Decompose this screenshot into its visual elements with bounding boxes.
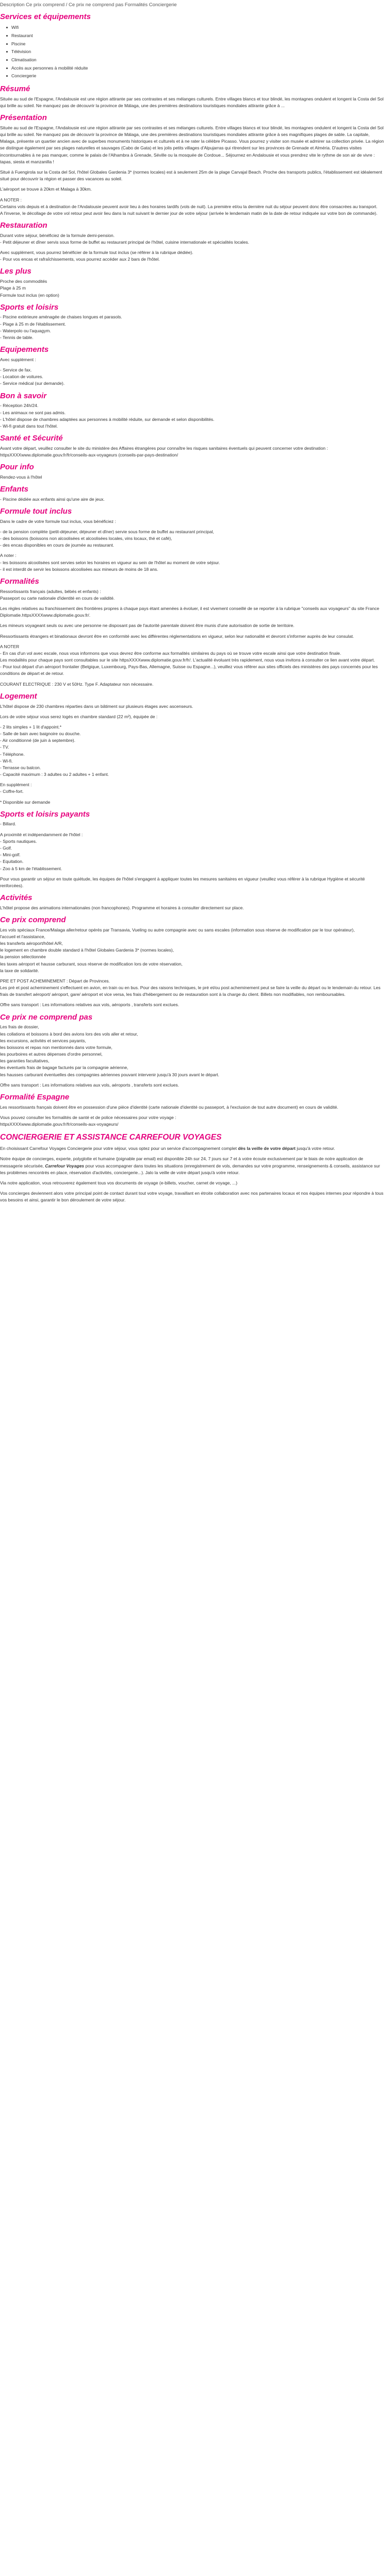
concierge-emphasis: dès la veille de votre départ xyxy=(238,1146,296,1151)
section-title: Résumé xyxy=(0,84,30,94)
concierge-text: jusqu'à votre retour. xyxy=(295,1146,335,1151)
page xyxy=(0,0,391,1204)
section-paragraph: * Disponible sur demande xyxy=(0,799,51,805)
section-paragraph: Ressortissants étrangers et binationaux devront être en conformité avec les différentes réglementations en vigueur, selon leur nationalité et devront s'informer auprès de leur consulat. xyxy=(0,633,354,639)
section-title: Ce prix comprend xyxy=(0,915,66,924)
service-item: Conciergerie xyxy=(11,72,386,80)
section-paragraph: PRE ET POST ACHEMINEMENT : Départ de Provinces. Les pré et post acheminement s'effectuent en avion, en train ou en bus. Pour des raisons techniques, le pré et/ou post acheminement peut se faire la veille du départ ou le lendemain du retour. Les frais de transfert aéroport/ aéroport, gare/ aéroport et vice versa, les frais d'hébergement ou de restauration sont à la charge du client. Billets non modifiables, non remboursables. xyxy=(0,978,381,997)
section-title: Pour info xyxy=(0,463,34,472)
services-list xyxy=(0,24,386,80)
section-title: Formalité Espagne xyxy=(0,1092,70,1101)
section-title: Sports et loisirs payants xyxy=(0,809,90,819)
concierge-paragraph: Via notre application, vous retrouverez également tous vos documents de voyage (e-billets, voucher, carnet de voyage, ...) xyxy=(0,1180,238,1185)
section-title: Logement xyxy=(0,691,37,701)
section-paragraph: - Billard. xyxy=(0,821,17,827)
concierge-paragraph: Vos concierges deviennent alors votre principal point de contact durant tout votre voyage, travaillant en étroite collaboration avec nos partenaires locaux et nos équipes internes pour répondre à tous vos besoins et ainsi, garantir le bon déroulement de votre séjour. xyxy=(0,1191,384,1203)
section-paragraph: Les frais de dossier, les collations et boissons à bord des avions lors des vols aller et retour, les excursions, activités et services payants, les boissons et repas non mentionnés dans votre formule, les pourboires et autres dépenses d'ordre personnel, les garanties facultatives, les éventuels frais de bagage facturés par la compagnie aérienne, les hausses carburant éventuelles des compagnies aériennes pouvant intervenir jusqu'à 30 jours avant le départ. xyxy=(0,1024,219,1077)
section-paragraph: Située au sud de l'Espagne, l'Andalousie est une région attirante par ses contrastes et ses mélanges culturels. Entre villages blancs et tour blindé, les montagnes ondulent et longent la Costa del Sol qui brille au soleil. Ne manquez pas de découvrir la province de Málaga, une des premières destinations touristiques mondiales attirante grâce à ... xyxy=(0,96,384,109)
section-paragraph: Avec supplément, vous pourrez bénéficier de la formule tout inclus (se référer à la rubrique dédiée). - Pour vos encas et rafraîchissements, vous pourrez accéder aux 2 bars de l'hôtel. xyxy=(0,250,193,262)
section-paragraph: Les vols spéciaux France/Malaga aller/retour opérés par Transavia, Vueling ou autre compagnie avec ou sans escales (information sous réserve de modification par le tour opérateur), l'accueil et l'assistance, les transferts aéroport/hôtel A/R, le logement en chambre double standard à l'hôtel Globales Gardenia 3* (normes locales), la pension sélectionnée les taxes aéroport et hausse carburant, sous réserve de modification lors de votre réservation, la taxe de solidarité. xyxy=(0,927,355,973)
section-paragraph: Les ressortissants français doivent être en possession d'une pièce d'identité (carte nationale d'identité ou passeport, à l'exclusion de tout autre document) en cours de validité. xyxy=(0,1104,338,1110)
service-item: Télévision xyxy=(11,48,386,56)
section-title: Activités xyxy=(0,893,32,903)
section-title: Présentation xyxy=(0,113,47,123)
section-paragraph: Les règles relatives au franchissement des frontières propres à chaque pays étant amenées à évoluer, il est vivement conseillé de se reporter à la rubrique "conseils aux voyageurs" du site France Diplomatie.httpsXXXXwww.diplomatie.gouv.fr/. xyxy=(0,606,380,618)
section-paragraph: - 2 lits simples + 1 lit d'appoint.* - Salle de bain avec baignoire ou douche. - Air conditionné (de juin à septembre). - TV. - Téléphone. - Wi-fi. - Terrasse ou balcon. - Capacité maximum : 3 adultes ou 2 adultes + 1 enfant. xyxy=(0,724,109,777)
section-title: Santé et Sécurité xyxy=(0,434,63,443)
section-paragraph: Pour vous garantir un séjour en toute quiétude, les équipes de l'hôtel s'engagent à appliquer toutes les mesures sanitaires en vigueur (veuillez vous référer à la rubrique Hygiène et sécurité renforcées). xyxy=(0,876,365,888)
concierge-paragraph xyxy=(0,1156,386,1176)
section-paragraph: Rendez-vous à l'hôtel xyxy=(0,474,42,480)
section-paragraph: Dans le cadre de votre formule tout inclus, vous bénéficiez : xyxy=(0,518,116,524)
section-paragraph: - de la pension complète (petit-déjeuner, déjeuner et dîner) servie sous forme de buffet au restaurant principal, - des boissons (boissons non alcoolisées et alcoolisées locales, vins locaux, thé et café), - des encas disponibles en cours de journée au restaurant. xyxy=(0,529,214,548)
concierge-title: CONCIERGERIE ET ASSISTANCE CARREFOUR VOYAGES xyxy=(0,1133,222,1142)
section-paragraph: En supplément : - Coffre-fort. xyxy=(0,782,32,794)
section-title: Equipements xyxy=(0,345,49,354)
concierge-paragraph xyxy=(0,1145,386,1152)
section-paragraph: A noter : - les boissons alcoolisées sont servies selon les horaires en vigueur au sein de l'hôtel au moment de votre séjour. - il est interdit de servir les boissons alcoolisées aux mineurs de moins de 18 ans. xyxy=(0,553,220,572)
section-paragraph: Avec supplément : xyxy=(0,357,36,362)
concierge-text: pour vous accompagner dans toutes les situations (enregistrement de vols, demandes sur votre programme, renseignements & conseils, assistance sur les problèmes rencontrés en place, réservation d'activités, conciergerie...). Jalo la veille de votre départ jusqu'à votre retour. xyxy=(0,1163,380,1175)
section-title: Les plus xyxy=(0,267,31,276)
section-title: Formalités xyxy=(0,577,39,586)
section-title: Bon à savoir xyxy=(0,391,47,400)
section-paragraph: L'aéroport se trouve à 20km et Malaga à 30km. xyxy=(0,187,92,192)
section-paragraph: L'hôtel dispose de 230 chambres réparties dans un bâtiment sur plusieurs étages avec ascenseurs. xyxy=(0,703,193,709)
section-title: Restauration xyxy=(0,221,47,230)
section-paragraph: - Piscine extérieure aménagée de chaises longues et parasols. - Plage à 25 m de l'établissement. - Waterpolo ou l'aquagym. - Tennis de table. xyxy=(0,314,122,340)
section-paragraph: Située au sud de l'Espagne, l'Andalousie est une région attirante par ses contrastes et ses mélanges culturels. Entre villages blancs et tour blindé, les montagnes ondulent et longent la Costa del Sol qui brille au soleil. Ne manquez pas de découvrir la province de Málaga, une des premières destinations touristiques mondiales attirante grâce à ses magnifiques plages de sable. La capitale, Malaga, présente un quartier ancien avec de superbes monuments historiques et culturels et à ne rater la célèbre Picasso. Vous pourrez y visiter son musée et admirer sa collection privée. La région se distingue également par ses plages naturelles et sauvages (Cabo de Gata) et les jolis petits villages d'Alpujarras qui ritrendent sur les provinces de Grenade et Alméria. D'autres visites incontournables à ne pas manquer, comme le palais de l'Alhambra à Grenade, Séville ou la mosquée de Cordoue... Séjournez en Andalousie et vous prendrez vite le rythme de son air de vivre : tapas, siesta et manzanilla ! xyxy=(0,125,384,164)
breadcrumb[interactable]: Description Ce prix comprend / Ce prix ne comprend pas Formalités Conciergerie xyxy=(0,2,177,8)
service-item: Accès aux personnes à mobilité réduite xyxy=(11,64,386,73)
section-paragraph: - Réception 24h/24. - Les animaux ne sont pas admis. - L'hôtel dispose de chambres adaptées aux personnes à mobilité réduite, sur demande et selon disponibilités. - Wi-fi gratuit dans tout l'hôtel. xyxy=(0,403,215,429)
section-paragraph: Offre sans transport : Les informations relatives aux vols, aéroports , transferts sont exclues. xyxy=(0,1082,180,1088)
section-paragraph: - Piscine dédiée aux enfants ainsi qu'une aire de jeux. xyxy=(0,496,105,502)
concierge-emphasis: Carrefour Voyages xyxy=(45,1163,85,1168)
concierge-text: En choisissant Carrefour Voyages Conciergerie pour votre séjour, vous optez pour un service d'accompagnement complet xyxy=(0,1146,238,1151)
section-title: Enfants xyxy=(0,485,29,494)
section-paragraph: L'hôtel propose des animations internationales (non francophones). Programme et horaires à consulter directement sur place. xyxy=(0,905,244,910)
section-paragraph: - Service de fax. - Location de voitures. - Service médical (sur demande). xyxy=(0,367,65,386)
service-item: Restaurant xyxy=(11,32,386,40)
section-paragraph: Proche des commodités Plage à 25 m Formule tout inclus (en option) xyxy=(0,279,59,298)
section-paragraph: Offre sans transport : Les informations relatives aux vols, aéroports , transferts sont exclues. xyxy=(0,1002,180,1008)
sections xyxy=(0,84,386,1128)
section-paragraph: A NOTER : Certains vols depuis et à destination de l'Andalousie peuvent avoir lieu à des horaires tardifs (vols de nuit). La première et/ou la dernière nuit du séjour peuvent donc être consacrées au transport. A l'inverse, le décollage de votre vol retour peut avoir lieu dans la nuit suivant le dernier jour de votre séjour (arrivée le lendemain matin de la date de retour indiquée sur votre bon de commande). xyxy=(0,197,378,216)
section-title: Sports et loisirs xyxy=(0,302,59,312)
service-item: Wifi xyxy=(11,24,386,32)
section-paragraph: Avant votre départ, veuillez consulter le site du ministère des Affaires étrangères pour connaître les risques sanitaires éventuels qui peuvent concerner votre destination : httpsXXXXwww.diplomatie.gouv.fr/fr/conseils-aux-voyageurs (conseils-par-pays-destination/ xyxy=(0,445,328,457)
section-paragraph: A proximité et indépendamment de l'hôtel : - Sports nautiques. - Golf. - Mini-golf. - Equitation. - Zoo à 5 km de l'établissement. xyxy=(0,832,83,871)
section-paragraph: A NOTER - En cas d'un vol avec escale, nous vous informons que vous devrez être conforme aux formalités similaires du pays où se trouve votre escale ainsi que votre destination finale. Les modalités pour chaque pays sont consultables sur le site httpsXXXXwww.diplomatie.gouv.fr/fr/. L'actualité évoluant très rapidement, nous vous invitons à consulter ce lien avant votre départ. - Pour tout départ d'un aéroport frontalier (Belgique, Luxembourg, Pays-Bas, Allemagne, Suisse ou Espagne...), veuillez vous référer aux sites officiels des ministères des pays concernés pour les conditions de départ et de retour. xyxy=(0,643,378,676)
section-title: Formule tout inclus xyxy=(0,506,72,516)
section-title-services: Services et équipements xyxy=(0,12,91,22)
service-item: Climatisation xyxy=(11,56,386,64)
section-paragraph: Vous pouvez consulter les formalités de santé et de police nécessaires pour votre voyage : httpsXXXXwww.diplomatie.gouv.fr/fr/conseils-aux-voyageurs/ xyxy=(0,1114,176,1127)
section-paragraph: Durant votre séjour, bénéficiez de la formule demi-pension. - Petit déjeuner et dîner servis sous forme de buffet au restaurant principal de l'hôtel, cuisine internationale et spécialités locales. xyxy=(0,232,249,245)
section-paragraph: Lors de votre séjour vous serez logés en chambre standard (22 m²), équipée de : xyxy=(0,714,158,719)
section-paragraph: Situé à Fuengirola sur la Costa del Sol, l'hôtel Globales Gardenia 3* (normes locales) est à seulement 25m de la plage Carvajal Beach. Proche des transports publics, l'établissement est idéalement situé pour découvrir la région et passer des vacances au soleil. xyxy=(0,170,382,182)
section-paragraph: Ressortissants français (adultes, bébés et enfants) : Passeport ou carte nationale d'identité en cours de validité. xyxy=(0,588,115,601)
concierge-text: Notre équipe de concierges, experte, polyglotte et humaine (joignable par email) est disponible 24h sur 24, 7 jours sur 7 et à votre écoute exclusivement par le biais de notre application de messagerie sécurisée, xyxy=(0,1156,364,1168)
service-item: Piscine xyxy=(11,40,386,48)
section-paragraph: Les mineurs voyageant seuls ou avec une personne ne disposant pas de l'autorité parentale doivent être munis d'une autorisation de sortie de territoire. xyxy=(0,623,295,629)
section-paragraph: COURANT ELECTRIQUE : 230 V et 50Hz. Type F. Adaptateur non nécessaire. xyxy=(0,681,154,687)
section-title: Ce prix ne comprend pas xyxy=(0,1012,93,1022)
